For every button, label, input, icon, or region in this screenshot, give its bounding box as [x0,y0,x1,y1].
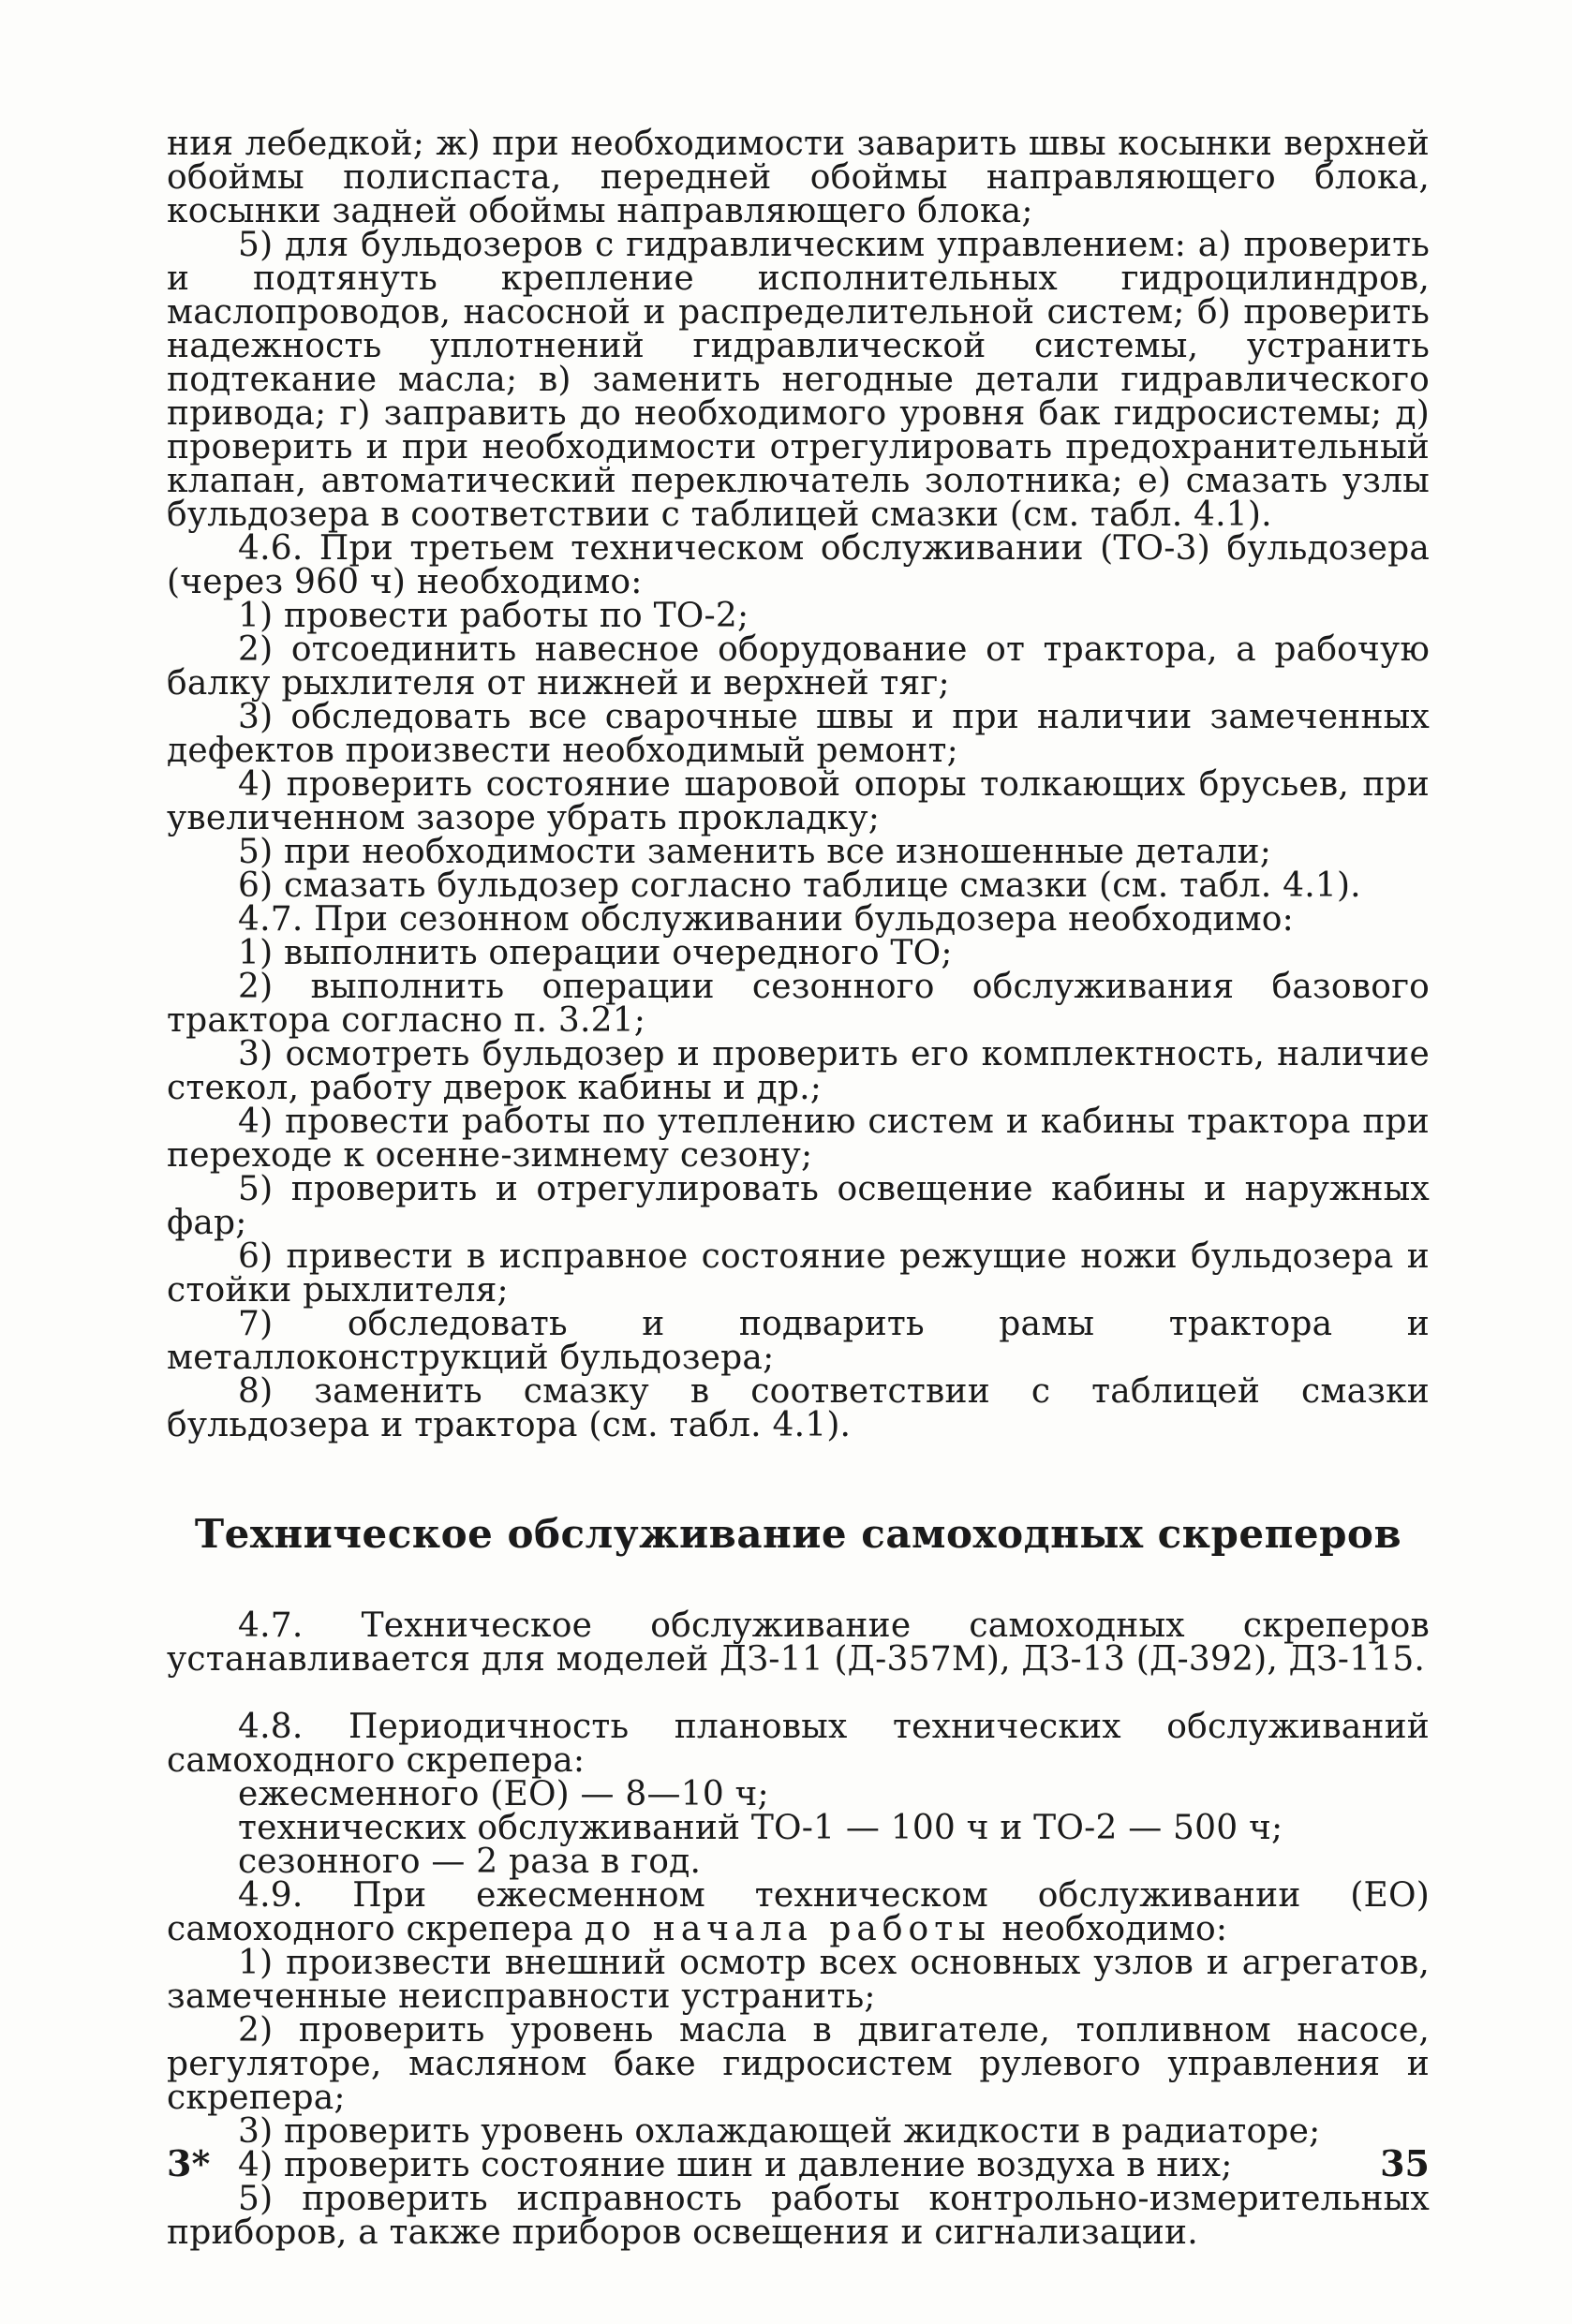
list-item: ежесменного (ЕО) — 8—10 ч; [238,1775,769,1813]
list-item: 7) обследовать и подварить рамы трактора и металлоконструкций бульдозера; [167,1305,1430,1377]
section-heading: Техническое обслуживание самоходных скреперов [194,1511,1402,1557]
paragraph-text: 4.9. При ежесменном техническом обслуживании (ЕО) самоходного скрепера [167,1876,1430,1948]
paragraph: 4.6. При третьем техническом обслуживании (ТО-3) бульдозера (через 960 ч) необходимо: [167,529,1430,601]
paragraph-text: необходимо: [990,1910,1228,1948]
list-item: технических обслуживаний ТО-1 — 100 ч и ТО-2 — 500 ч; [238,1809,1283,1847]
page-footer [167,2142,1430,2184]
list-item: сезонного — 2 раза в год. [238,1843,702,1881]
list-item: 1) провести работы по ТО-2; [238,597,749,635]
spacer [167,1443,1430,1514]
paragraph: 4.7. При сезонном обслуживании бульдозера необходимо: [238,900,1294,939]
paragraph: 4.7. Техническое обслуживание самоходных скреперов устанавливается для моделей ДЗ-11 (Д-357М), ДЗ-13 (Д-392), ДЗ-115. [167,1606,1430,1679]
paragraph: 5) для бульдозеров с гидравлическим управлением: а) проверить и подтянуть крепление исполнительных гидроцилиндров, маслопроводов, насосной и распределительной систем; б) проверить надежность уплотнений гидравлической системы, устранить подтекание масла; в) заменить негодные детали гидравлического привода; г) заправить до необходимого уровня бак гидросистемы; д) проверить и при необходимости отрегулировать предохранительный клапан, автоматический переключатель золотника; е) смазать узлы бульдозера в соответствии с таблицей смазки (см. табл. 4.1). [167,226,1430,534]
spacer [167,1555,1430,1609]
list-item: 5) при необходимости заменить все изношенные детали; [238,833,1272,871]
list-item: 6) смазать бульдозер согласно таблице смазки (см. табл. 4.1). [238,866,1361,905]
list-item: 4) провести работы по утеплению систем и кабины трактора при переходе к осенне-зимнему сезону; [167,1103,1430,1175]
list-item: 2) отсоединить навесное оборудование от трактора, а рабочую балку рыхлителя от нижней и верхней тяг; [167,630,1430,703]
document-page [167,127,1430,2250]
page-number: 35 [1380,2142,1430,2184]
list-item: 8) заменить смазку в соответствии с таблицей смазки бульдозера и трактора (см. табл. 4.1). [167,1372,1430,1444]
list-item: 4) проверить состояние шаровой опоры толкающих брусьев, при увеличенном зазоре убрать прокладку; [167,765,1430,837]
list-item: 2) выполнить операции сезонного обслуживания базового трактора согласно п. 3.21; [167,968,1430,1040]
paragraph [167,1876,1430,1948]
paragraph: 4.8. Периодичность плановых технических обслуживаний самоходного скрепера: [167,1708,1430,1780]
list-item: 3) обследовать все сварочные швы и при наличии замеченных дефектов произвести необходимый ремонт; [167,698,1430,770]
list-item: 6) привести в исправное состояние режущие ножи бульдозера и стойки рыхлителя; [167,1237,1430,1310]
list-item: 2) проверить уровень масла в двигателе, топливном насосе, регуляторе, масляном баке гидросистем рулевого управления и скрепера; [167,2011,1430,2117]
spaced-emphasis: до начала работы [584,1910,991,1948]
list-item: 5) проверить и отрегулировать освещение кабины и наружных фар; [167,1170,1430,1242]
list-item: 1) произвести внешний осмотр всех основных узлов и агрегатов, замеченные неисправности устранить; [167,1944,1430,2016]
spacer [167,1677,1430,1710]
list-item: 3) осмотреть бульдозер и проверить его комплектность, наличие стекол, работу дверок кабины и др.; [167,1035,1430,1107]
list-item: 1) выполнить операции очередного ТО; [238,934,953,972]
paragraph: ния лебедкой; ж) при необходимости заварить швы косынки верхней обоймы полиспаста, передней обоймы направляющего блока, косынки задней обоймы направляющего блока; [167,125,1430,230]
list-item: 4) проверить состояние шин и давление воздуха в них; [238,2146,1233,2184]
section-bulldozer-maintenance [167,127,1430,1443]
list-item: 5) проверить исправность работы контрольно-измерительных приборов, а также приборов освещения и сигнализации. [167,2180,1430,2252]
list-item: 3) проверить уровень охлаждающей жидкости в радиаторе; [238,2112,1321,2151]
signature-mark: 3* [167,2142,211,2184]
